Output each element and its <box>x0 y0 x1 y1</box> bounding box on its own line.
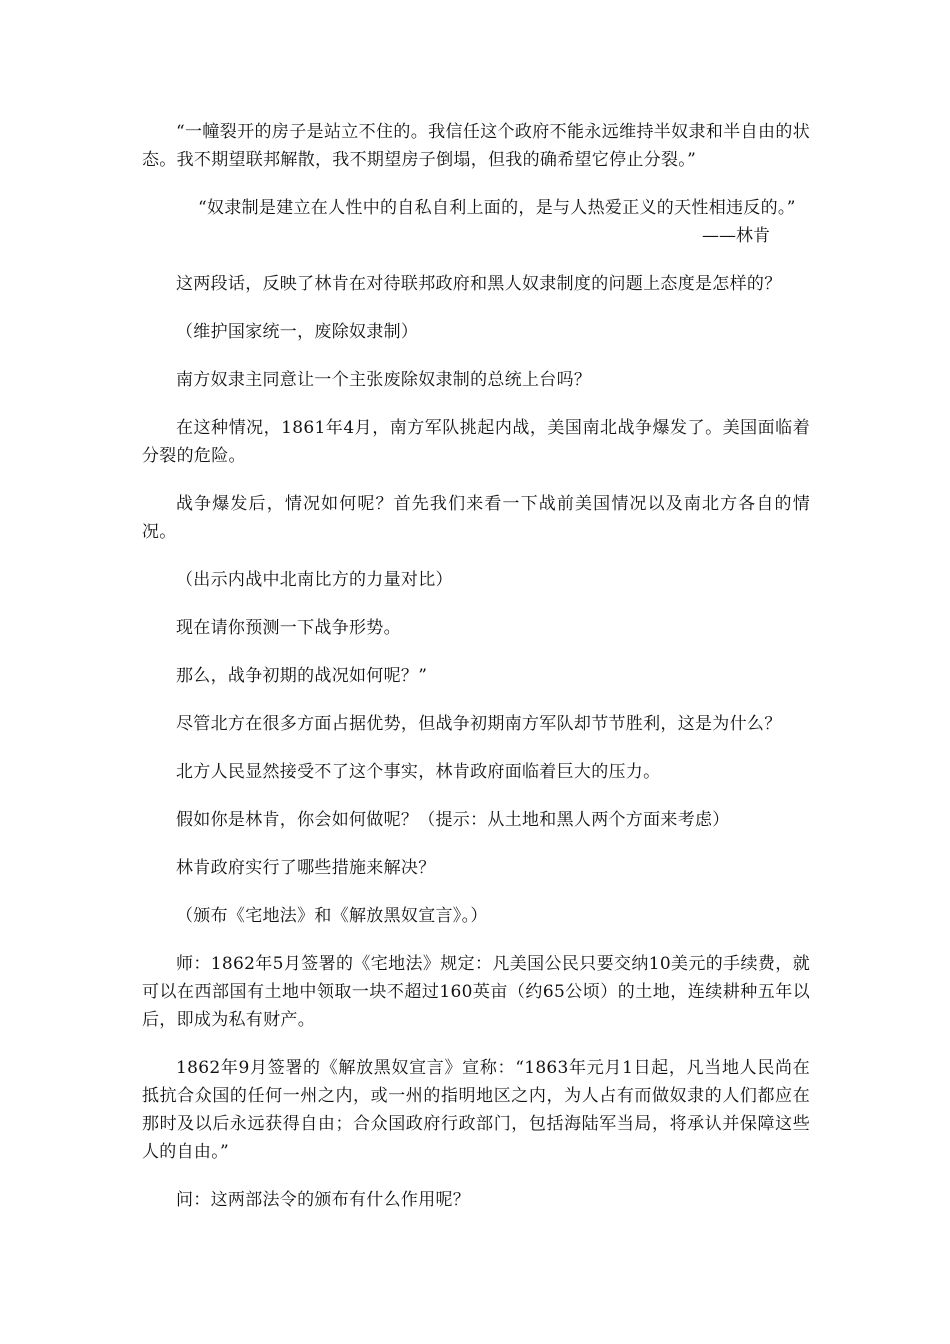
paragraph: 南方奴隶主同意让一个主张废除奴隶制的总统上台吗？ <box>176 370 592 390</box>
paragraph: 战争爆发后，情况如何呢？首先我们来看一下战前美国情况以及南北方各自的情况。 <box>142 494 810 542</box>
quote-attribution: ——林肯 <box>702 226 770 246</box>
quote-slavery: “奴隶制是建立在人性中的自私自利上面的，是与人热爱正义的天性相违反的。” <box>198 198 796 218</box>
paragraph: 林肯政府实行了哪些措施来解决？ <box>176 858 436 878</box>
paragraph: 北方人民显然接受不了这个事实，林肯政府面临着巨大的压力。 <box>176 762 661 782</box>
paragraph: 问：这两部法令的颁布有什么作用呢？ <box>176 1190 471 1210</box>
paragraph: 尽管北方在很多方面占据优势，但战争初期南方军队却节节胜利，这是为什么？ <box>176 714 782 734</box>
paragraph: 这两段话，反映了林肯在对待联邦政府和黑人奴隶制度的问题上态度是怎样的？ <box>176 274 782 294</box>
quote-house-divided: “一幢裂开的房子是站立不住的。我信任这个政府不能永远维持半奴隶和半自由的状态。我不期望联邦解散，我不期望房子倒塌，但我的确希望它停止分裂。” <box>142 122 810 170</box>
paragraph: 那么，战争初期的战况如何呢？” <box>176 666 428 686</box>
paragraph: （颁布《宅地法》和《解放黑奴宣言》。） <box>176 906 488 926</box>
paragraph: 现在请你预测一下战争形势。 <box>176 618 401 638</box>
document-body <box>142 118 810 1234</box>
paragraph: 假如你是林肯，你会如何做呢？（提示：从土地和黑人两个方面来考虑） <box>176 810 730 830</box>
paragraph: 师：1862年5月签署的《宅地法》规定：凡美国公民只要交纳10美元的手续费，就可以在西部国有土地中领取一块不超过160英亩（约65公顷）的土地，连续耕种五年以后，即成为私有财产。 <box>142 954 810 1030</box>
paragraph: 在这种情况，1861年4月，南方军队挑起内战，美国南北战争爆发了。美国面临着分裂的危险。 <box>142 418 810 466</box>
paragraph: （维护国家统一，废除奴隶制） <box>176 322 419 342</box>
paragraph: 1862年9月签署的《解放黑奴宣言》宣称：“1863年元月1日起，凡当地人民尚在抵抗合众国的任何一州之内，或一州的指明地区之内，为人占有而做奴隶的人们都应在那时及以后永远获得自由；合众国政府行政部门，包括海陆军当局，将承认并保障这些人的自由。” <box>142 1058 810 1162</box>
paragraph: （出示内战中北南比方的力量对比） <box>176 570 453 590</box>
